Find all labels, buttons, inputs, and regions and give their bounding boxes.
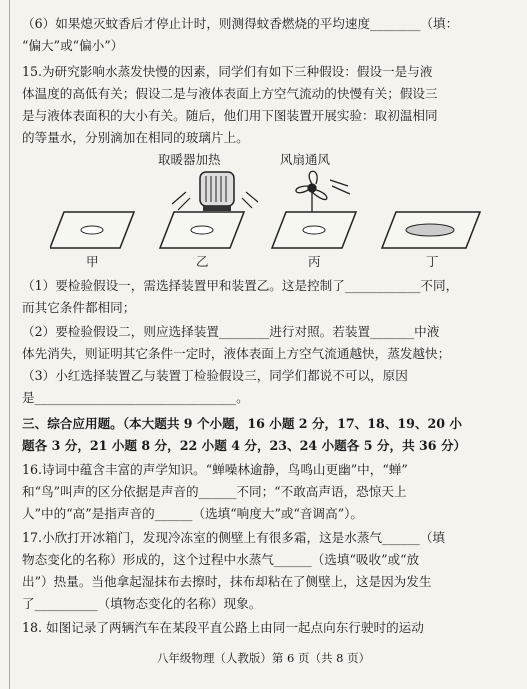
q18-line1: 18. 如图记录了两辆汽车在某段平直公路上由同一起点向东行驶时的运动 — [22, 620, 424, 635]
plate-label-ding: 丁 — [426, 254, 439, 269]
heater-icon — [172, 172, 258, 211]
plate-label-yi: 乙 — [196, 254, 209, 269]
plate-label-bing: 丙 — [308, 254, 321, 269]
q15-line1: 15.为研究影响水蒸发快慢的因素，同学们有如下三种假设：假设一是与液 — [22, 64, 433, 79]
q17-line4: 了__________（填物态变化的名称）现象。 — [22, 596, 262, 611]
heater-label: 取暖器加热 — [158, 152, 221, 167]
page-edge — [9, 0, 10, 689]
evaporation-experiment-figure — [50, 150, 490, 272]
q16-line3: 人”中的“高”是指声音的______（选填“响度大”或“音调高”）。 — [22, 506, 364, 521]
q15-2-line2: 体先消失，则证明其它条件一定时，液体表面上方空气流通越快，蒸发越快； — [22, 346, 451, 361]
section-3-heading-line1: 三、综合应用题。（本大题共 9 个小题，16 小题 2 分，17、18、19、20 小 — [22, 416, 463, 431]
q15-2-line1: （2）要检验假设二，则应选择装置________进行对照。若装置_______中液 — [22, 324, 440, 339]
q17-line3: 出”）热量。当他拿起湿抹布去擦时，抹布却粘在了侧壁上，这是因为发生 — [22, 574, 432, 589]
q15-1-line2: 而其它条件都相同； — [22, 300, 136, 315]
plate-label-jia: 甲 — [86, 254, 99, 269]
figure-drawing — [50, 150, 490, 272]
q15-line3: 是与液体表面积的大小有关。随后，他们用下图装置开展实验：取初温相同 — [22, 108, 438, 123]
fan-icon — [296, 171, 350, 216]
q14-6-line2: “偏大”或“偏小”） — [22, 38, 124, 53]
q15-line2: 体温度的高低有关；假设二是与液体表面上方空气流动的快慢有关；假设三 — [22, 86, 438, 101]
page-footer: 八年级物理（人教版）第 6 页（共 8 页） — [156, 651, 371, 665]
q16-line2: 和“鸟”叫声的区分依据是声音的______不同；“不敢高声语，恐惊天上 — [22, 484, 407, 499]
q15-line4: 的等量水，分别滴加在相同的玻璃片上。 — [22, 130, 249, 145]
section-3-heading-line2: 题各 3 分，21 小题 8 分，22 小题 4 分，23、24 小题各 5 分，共 36 分） — [22, 438, 467, 453]
q16-line1: 16.诗词中蕴含丰富的声学知识。“蝉噪林逾静，鸟鸣山更幽”中，“蝉” — [22, 462, 408, 477]
q15-1-line1: （1）要检验假设一，需选择装置甲和装置乙。这是控制了____________不同， — [22, 278, 459, 293]
q17-line1: 17.小欣打开冰箱门，发现冷冻室的侧壁上有很多霜，这是水蒸气______（填 — [22, 530, 446, 545]
q15-3-line2: 是________________________________。 — [22, 390, 249, 405]
q17-line2: 物态变化的名称）形成的，这个过程中水蒸气______（选填“吸收”或“放 — [22, 552, 420, 567]
fan-label: 风扇通风 — [280, 152, 331, 167]
q14-6-line1: （6）如果熄灭蚊香后才停止计时，则测得蚊香燃烧的平均速度________（填： — [22, 16, 459, 31]
q15-3-line1: （3）小红选择装置乙与装置丁检验假设三，同学们都说不可以，原因 — [22, 368, 408, 383]
